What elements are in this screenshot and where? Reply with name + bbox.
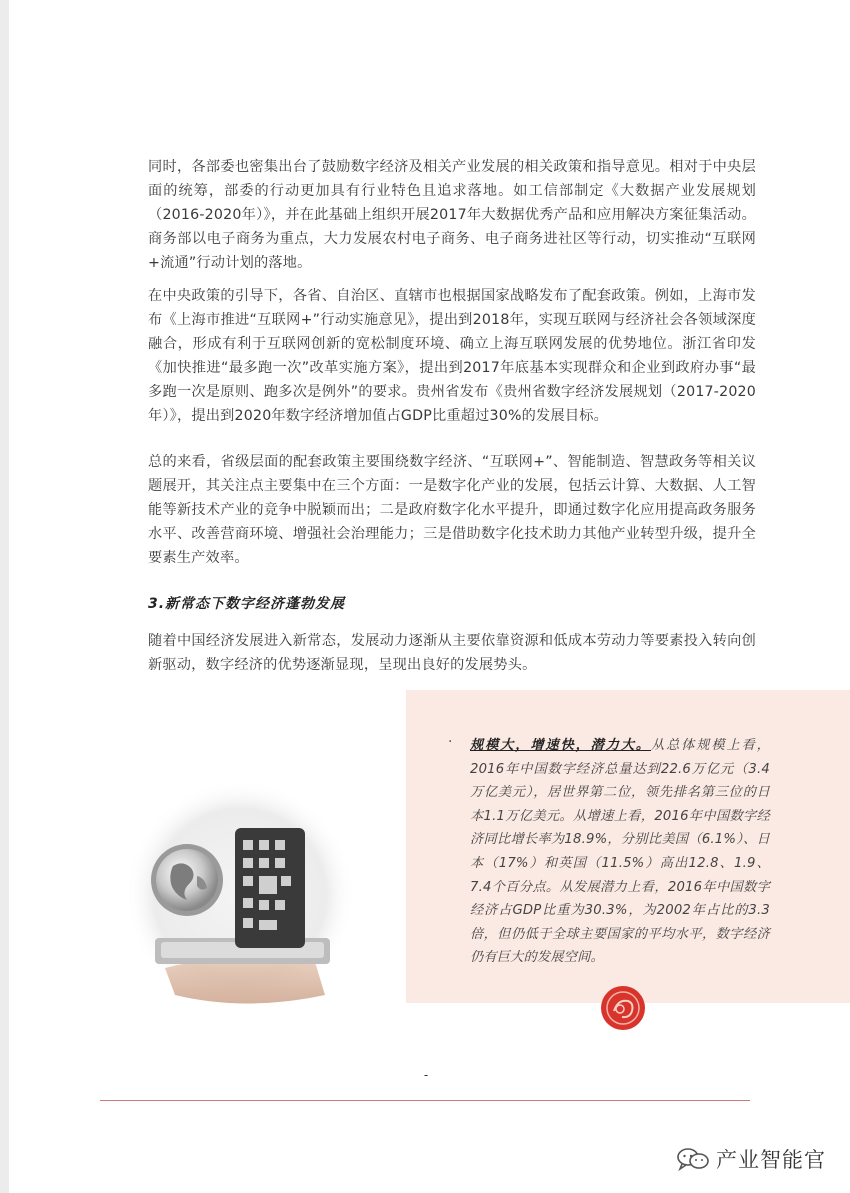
section-intro: 随着中国经济发展进入新常态，发展动力逐渐从主要依靠资源和低成本劳动力等要素投入转向创新驱动，数字经济的优势逐渐显现，呈现出良好的发展势头。 <box>148 633 756 673</box>
digital-globe-tablet-illustration <box>125 780 355 1010</box>
highlight-lead: 规模大，增速快，潜力大。 <box>470 738 652 753</box>
paragraph-ministries: 同时，各部委也密集出台了鼓励数字经济及相关产业发展的相关政策和指导意见。相对于中央层面的统筹，部委的行动更加具有行业特色且追求落地。如工信部制定《大数据产业发展规划（2016-2020年）》，并在此基础上组织开展2017年大数据优秀产品和应用解决方案征集活动。商务部以电子商务为重点，大力发展农村电子商务、电子商务进社区等行动，切实推动“互联网+流通”行动计划的落地。 <box>148 159 756 271</box>
red-seal-emblem <box>600 985 646 1031</box>
paragraph-provinces: 在中央政策的引导下，各省、自治区、直辖市也根据国家战略发布了配套政策。例如，上海市发布《上海市推进“互联网+”行动实施意见》，提出到2018年，实现互联网与经济社会各领域深度融合，形成有利于互联网创新的宽松制度环境、确立上海互联网发展的优势地位。浙江省印发《加快推进“最多跑一次”改革实施方案》，提出到2017年底基本实现群众和企业到政府办事“最多跑一次是原则、跑多次是例外”的要求。贵州省发布《贵州省数字经济发展规划（2017-2020年）》，提出到2020年数字经济增加值占GDP比重超过30%的发展目标。 <box>148 288 756 424</box>
page-number: - <box>423 1068 429 1082</box>
highlight-body: 从总体规模上看，2016年中国数字经济总量达到22.6万亿元（3.4万亿美元），居世界第二位，领先排名第三位的日本1.1万亿美元。从增速上看，2016年中国数字经济同比增长率为18.9%，分别比美国（6.1%）、日本（17%）和英国（11.5%）高出12.8、1.9、7.4个百分点。从发展潜力上看，2016年中国数字经济占GDP比重为30.3%，为2002年占比的3.3倍，但仍低于全球主要国家的平均水平，数字经济仍有巨大的发展空间。 <box>470 738 770 966</box>
footer-divider <box>100 1100 750 1101</box>
paragraph-summary: 总的来看，省级层面的配套政策主要围绕数字经济、“互联网+”、智能制造、智慧政务等相关议题展开，其关注点主要集中在三个方面：一是数字化产业的发展，包括云计算、大数据、人工智能等新技术产业的竞争中脱颖而出；二是政府数字化水平提升，即通过数字化应用提高政务服务水平、改善营商环境、增强社会治理能力；三是借助数字化技术助力其他产业转型升级，提升全要素生产效率。 <box>148 454 756 566</box>
bullet-marker: · <box>448 734 453 750</box>
section-heading: 3.新常态下数字经济蓬勃发展 <box>148 596 346 612</box>
watermark-text: 产业智能官 <box>716 1148 826 1172</box>
highlight-text <box>470 734 770 970</box>
page-edge-shadow <box>0 0 9 1193</box>
wechat-icon <box>676 1147 710 1171</box>
